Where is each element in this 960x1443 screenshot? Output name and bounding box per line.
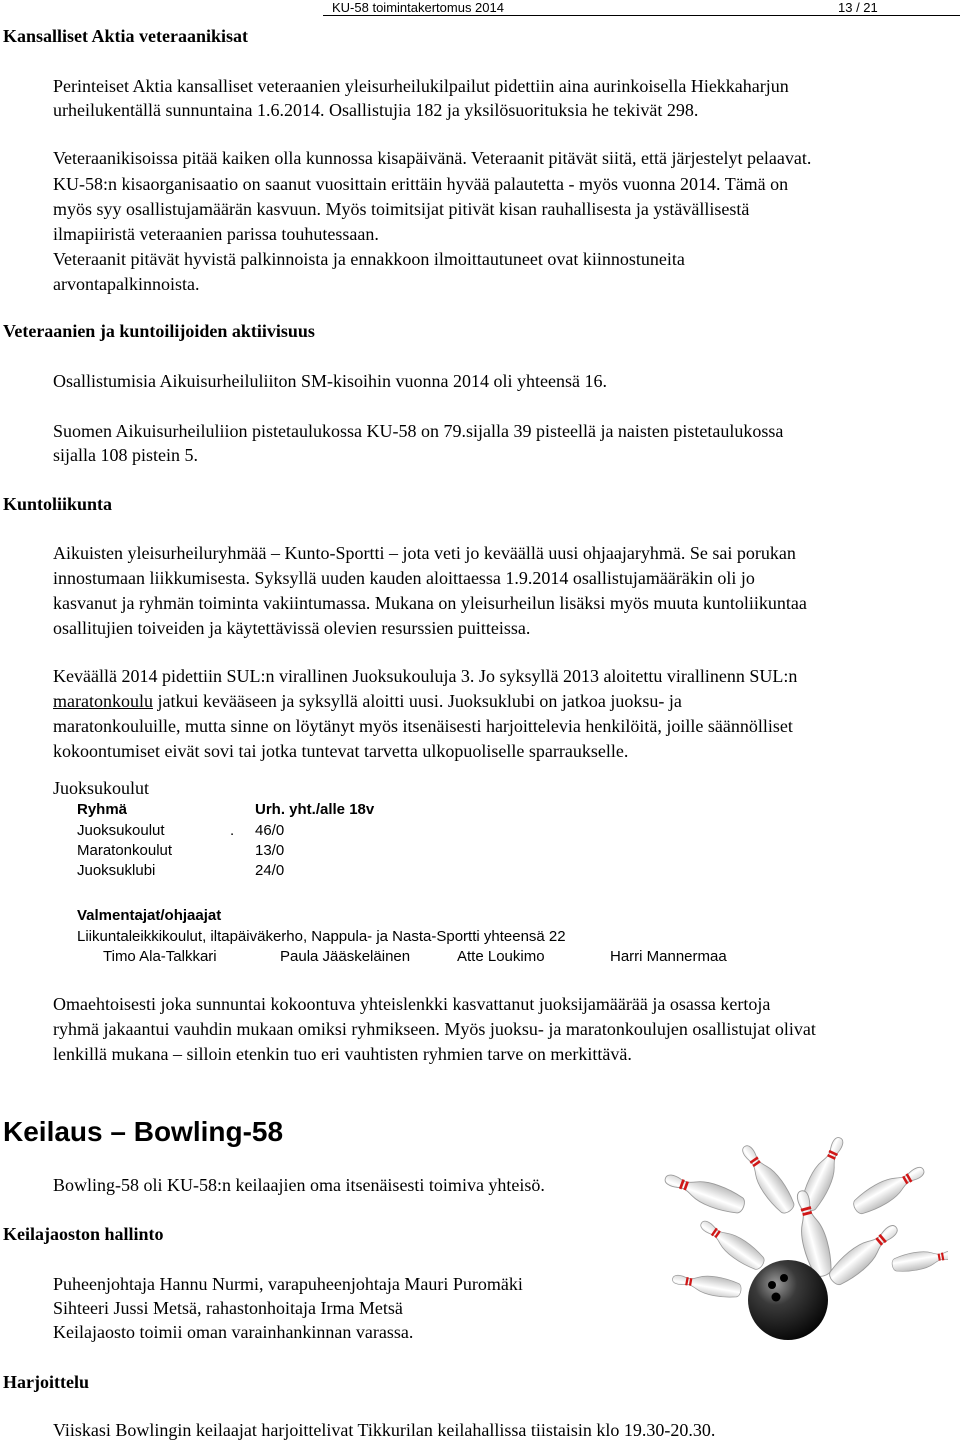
text-line: osallitujien toiveiden ja käytettävissä olevien resurssien puitteissa. [53,618,531,638]
table-cell-name: Juoksuklubi [77,862,156,879]
pin-icon [662,1168,748,1218]
bowling-ball-icon [748,1260,828,1340]
text-line [53,689,797,714]
text-line: kokoontumiset eivät sovi tai jotka tuntevat tarvetta ulkopuoliselle sparraukselle. [53,741,629,761]
pin-icon [891,1245,948,1274]
page-number: 13 / 21 [838,0,878,15]
veterans-paragraph-2 [53,146,811,297]
maratonkoulu-link[interactable]: maratonkoulu [53,691,153,711]
pin-icon [696,1215,768,1274]
activity-paragraph [53,419,783,467]
text-line: myös syy osallistujamäärän kasvuun. Myös toimitsijat pitivät kisan rauhallisesta ja ystävällisestä [53,199,750,219]
text-line: Keilajaosto toimii oman varainhankinnan varassa. [53,1322,414,1342]
table-cell-mid: . [230,822,235,839]
fitness-paragraph-2 [53,664,797,764]
activity-line-1: Osallistumisia Aikuisurheiluliiton SM-kisoihin vuonna 2014 oli yhteensä 16. [53,371,607,391]
bowling-admin-heading: Keilajaoston hallinto [3,1224,164,1244]
coach-name: Paula Jääskeläinen [280,948,411,965]
training-line: Viiskasi Bowlingin keilaajat harjoittelivat Tikkurilan keilahallissa tiistaisin klo 19.30-20.30. [53,1420,716,1440]
text-span: jatkui kevääseen ja syksyllä aloitti uusi. Juoksuklubi on jatkoa juoksu- ja [152,691,682,711]
schools-title: Juoksukoulut [53,778,150,798]
text-line: Keväällä 2014 pidettiin SUL:n virallinen Juoksukouluja 3. Jo syksyllä 2013 aloitettu virallinenn SUL:n [53,666,798,686]
table-header-group: Ryhmä [77,801,128,818]
text-line: arvontapalkinnoista. [53,274,200,294]
text-line: Aikuisten yleisurheiluryhmää – Kunto-Sportti – jota veti jo keväällä uusi ohjaajaryhmä. Se sai porukan [53,543,796,563]
bowling-pins-illustration [648,1135,948,1345]
text-line: lenkillä mukana – silloin etenkin tuo eri vauhtisten ryhmien tarve on merkittävä. [53,1044,632,1064]
coaches-title: Valmentajat/ohjaajat [77,907,222,924]
table-cell-value: 13/0 [255,842,285,859]
text-line: Perinteiset Aktia kansalliset veteraanien yleisurheilukilpailut pidettiin aina aurinkoisella Hiekkaharjun [53,76,789,96]
table-header-count: Urh. yht./alle 18v [255,801,375,818]
table-cell-name: Maratonkoulut [77,842,173,859]
text-line: Puheenjohtaja Hannu Nurmi, varapuheenjohtaja Mauri Puromäki [53,1274,523,1294]
activity-heading: Veteraanien ja kuntoilijoiden aktiivisuus [3,321,315,341]
text-line: Veteraanit pitävät hyvistä palkinnoista ja ennakkoon ilmoittautuneet ovat kiinnostuneita [53,249,685,269]
pin-icon [736,1140,799,1217]
fitness-paragraph-3 [53,992,816,1067]
table-cell-value: 46/0 [255,822,285,839]
table-cell-value: 24/0 [255,862,285,879]
veterans-paragraph [53,74,789,122]
coach-name: Timo Ala-Talkkari [103,948,217,965]
text-line: Sihteeri Jussi Metsä, rahastonhoitaja Irma Metsä [53,1298,403,1318]
text-line: KU-58:n kisaorganisaatio on saanut vuosittain erittäin hyvää palautetta - myös vuonna 2014. Tämä on [53,174,789,194]
text-line: ilmapiiristä veteraanien parissa touhutessaan. [53,224,379,244]
table-cell-name: Juoksukoulut [77,822,165,839]
text-line: innostumaan liikkumisesta. Syksyllä uuden kauden aloittaessa 1.9.2014 osallistujamääräkin oli jo [53,568,755,588]
fitness-paragraph-1 [53,541,807,641]
document-title: KU-58 toimintakertomus 2014 [332,0,504,15]
coaches-summary: Liikuntaleikkikoulut, iltapäiväkerho, Nappula- ja Nasta-Sportti yhteensä 22 [77,928,566,945]
text-line: Suomen Aikuisurheiluliion pistetaulukossa KU-58 on 79.sijalla 39 pisteellä ja naisten pistetaulukossa [53,421,784,441]
fitness-heading: Kuntoliikunta [3,494,113,514]
text-line: sijalla 108 pistein 5. [53,445,198,465]
bowling-admin-paragraph [53,1272,523,1344]
section-title: Kansalliset Aktia veteraanikisat [3,26,249,46]
coach-name: Harri Mannermaa [610,948,727,965]
training-heading: Harjoittelu [3,1372,89,1392]
text-line: maratonkouluille, mutta sinne on löytänyt myös itsenäisesti harjoittelevia henkilöitä, joille säännölliset [53,716,793,736]
header-rule [323,15,960,16]
bowling-title: Keilaus – Bowling-58 [3,1116,284,1147]
pin-icon [850,1160,929,1218]
coach-name: Atte Loukimo [457,948,545,965]
pin-icon [671,1269,743,1300]
text-line: ryhmä jakaantui vauhdin mukaan omiksi ryhmikseen. Myös juoksu- ja maratonkoulujen osallistujat olivat [53,1019,816,1039]
text-line: kasvanut ja ryhmän toiminta vakiintumassa. Mukana on yleisurheilun lisäksi myös muuta kuntoliikuntaa [53,593,807,613]
text-line: Omaehtoisesti joka sunnuntai kokoontuva yhteislenkki kasvattanut juoksijamäärää ja osassa kertoja [53,994,771,1014]
pin-icon [825,1219,903,1290]
text-line: Veteraanikisoissa pitää kaiken olla kunnossa kisapäivänä. Veteraanit pitävät siitä, että järjestelyt pelaavat. [53,148,812,168]
bowling-intro: Bowling-58 oli KU-58:n keilaajien oma itsenäisesti toimiva yhteisö. [53,1175,545,1195]
text-line: urheilukentällä sunnuntaina 1.6.2014. Osallistujia 182 ja yksilösuorituksia he tekivät 298. [53,100,699,120]
